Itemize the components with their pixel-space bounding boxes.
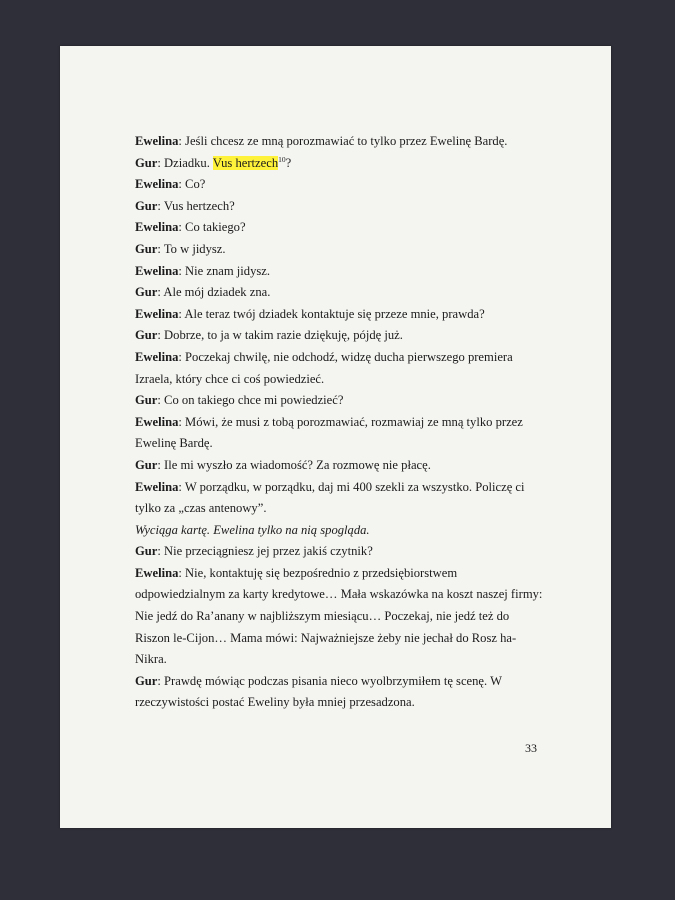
line-text: Jeśli chcesz ze mną porozmawiać to tylko przez Ewelinę Bardę. [185,134,508,148]
speaker-name: Ewelina [135,134,179,148]
speaker-name: Ewelina [135,220,179,235]
line-text: Co takiego? [185,220,246,235]
dialogue-line: Ewelina: W porządku, w porządku, daj mi 400 szekli za wszystko. Policzę ci tylko za „czas antenowy”. [135,479,525,516]
line-text: W porządku, w porządku, daj mi 400 szekli za wszystko. Policzę ci tylko za „czas antenowy”. [135,479,525,516]
dialogue-line: Gur: Prawdę mówiąc podczas pisania nieco wyolbrzymiłem tę scenę. W rzeczywistości postać Eweliny była mniej przesadzona. [135,673,502,710]
dialogue-line: Ewelina: Mówi, że musi z tobą porozmawiać, rozmawiaj ze mną tylko przez Ewelinę Bardę. [135,414,523,451]
page-number: 33 [525,741,537,755]
highlighted-phrase: Vus hertzech [212,155,279,170]
line-text: To w jidysz. [163,241,226,256]
speaker-name: Ewelina [135,306,179,321]
speaker-name: Gur [135,457,158,472]
line-text: Dziadku. [164,155,213,170]
speaker-name: Ewelina [135,177,179,192]
speaker-name: Ewelina [135,349,179,364]
line-text: Ile mi wyszło za wiadomość? Za rozmowę nie płacę. [164,457,431,472]
dialogue-line: Gur: To w jidysz. [135,241,226,256]
line-text: Nie, kontaktuję się bezpośrednio z przedsiębiorstwem odpowiedzialnym za karty kredytowe… Mała wskazówka na koszt naszej firmy: Nie jedź do Ra’anany w najbliższym miesiącu… Poczekaj, nie jedź też do Riszon le-Cijon… Mama mówi: Najważniejsze żeby nie jechał do Rosz ha-Nikra. [135,565,543,667]
dialogue-line: Ewelina: Poczekaj chwilę, nie odchodź, widzę ducha pierwszego premiera Izraela, który chce ci coś powiedzieć. [135,349,513,386]
dialogue-line: Gur: Co on takiego chce mi powiedzieć? [135,393,344,408]
speaker-name: Gur [135,198,158,213]
dialogue-line: Ewelina: Co takiego? [135,220,246,235]
dialogue-line: Ewelina: Nie znam jidysz. [135,263,271,278]
speaker-name: Ewelina [135,479,179,494]
speaker-name: Gur [135,393,158,408]
stage-direction: Wyciąga kartę. Ewelina tylko na nią spogląda. [135,522,370,537]
speaker-name: Gur [135,155,158,170]
dialogue-line: Gur: Dziadku. Vus hertzech$^{10}$? [135,154,292,170]
line-text: Co? [185,177,206,192]
line-text: Ale mój dziadek zna. [163,285,271,300]
dialogue-line: Gur: Nie przeciągniesz jej przez jakiś czytnik? [135,544,373,559]
dialogue-line: Ewelina: Co? [135,177,206,192]
line-text: Co on takiego chce mi powiedzieć? [164,393,344,408]
line-text: Mówi, że musi z tobą porozmawiać, rozmawiaj ze mną tylko przez Ewelinę Bardę. [135,414,523,451]
dialogue-line: Ewelina: Nie, kontaktuję się bezpośrednio z przedsiębiorstwem odpowiedzialnym za karty kredytowe… Mała wskazówka na koszt naszej firmy: Nie jedź do Ra’anany w najbliższym miesiącu… Poczekaj, nie jedź też do Riszon le-Cijon… Mama mówi: Najważniejsze żeby nie jechał do Rosz ha-Nikra. [135,565,543,667]
dialogue-line: Ewelina: Ale teraz twój dziadek kontaktuje się przeze mnie, prawda? [135,306,485,321]
speaker-name: Ewelina [135,263,179,278]
line-text: Nie znam jidysz. [185,263,271,278]
dialogue-line: Ewelina: Jeśli chcesz ze mną porozmawiać to tylko przez Ewelinę Bardę. [135,134,508,148]
speaker-name: Gur [135,673,158,688]
line-text: Dobrze, to ja w takim razie dziękuję, pójdę już. [164,328,403,343]
dialogue-line: Gur: Dobrze, to ja w takim razie dziękuję, pójdę już. [135,328,403,343]
dialogue-line: Gur: Vus hertzech? [135,198,235,213]
line-text: Poczekaj chwilę, nie odchodź, widzę ducha pierwszego premiera Izraela, który chce ci coś powiedzieć. [135,349,513,386]
speaker-name: Ewelina [135,414,179,429]
line-text-end: ? [285,155,292,170]
line-text: Ale teraz twój dziadek kontaktuje się przeze mnie, prawda? [184,306,485,321]
line-text: Nie przeciągniesz jej przez jakiś czytnik? [164,544,373,559]
line-text: Vus hertzech? [163,198,235,213]
speaker-name: Ewelina [135,565,179,580]
speaker-name: Gur [135,241,158,256]
footnote-marker: 10 [278,154,286,164]
document-page [60,46,611,828]
dialogue-line: Gur: Ale mój dziadek zna. [135,285,271,300]
line-text: Prawdę mówiąc podczas pisania nieco wyolbrzymiłem tę scenę. W rzeczywistości postać Eweliny była mniej przesadzona. [135,673,502,710]
speaker-name: Gur [135,328,158,343]
speaker-name: Gur [135,544,158,559]
speaker-name: Gur [135,285,158,300]
dialogue-line: Gur: Ile mi wyszło za wiadomość? Za rozmowę nie płacę. [135,457,431,472]
dialogue-text [135,131,545,714]
